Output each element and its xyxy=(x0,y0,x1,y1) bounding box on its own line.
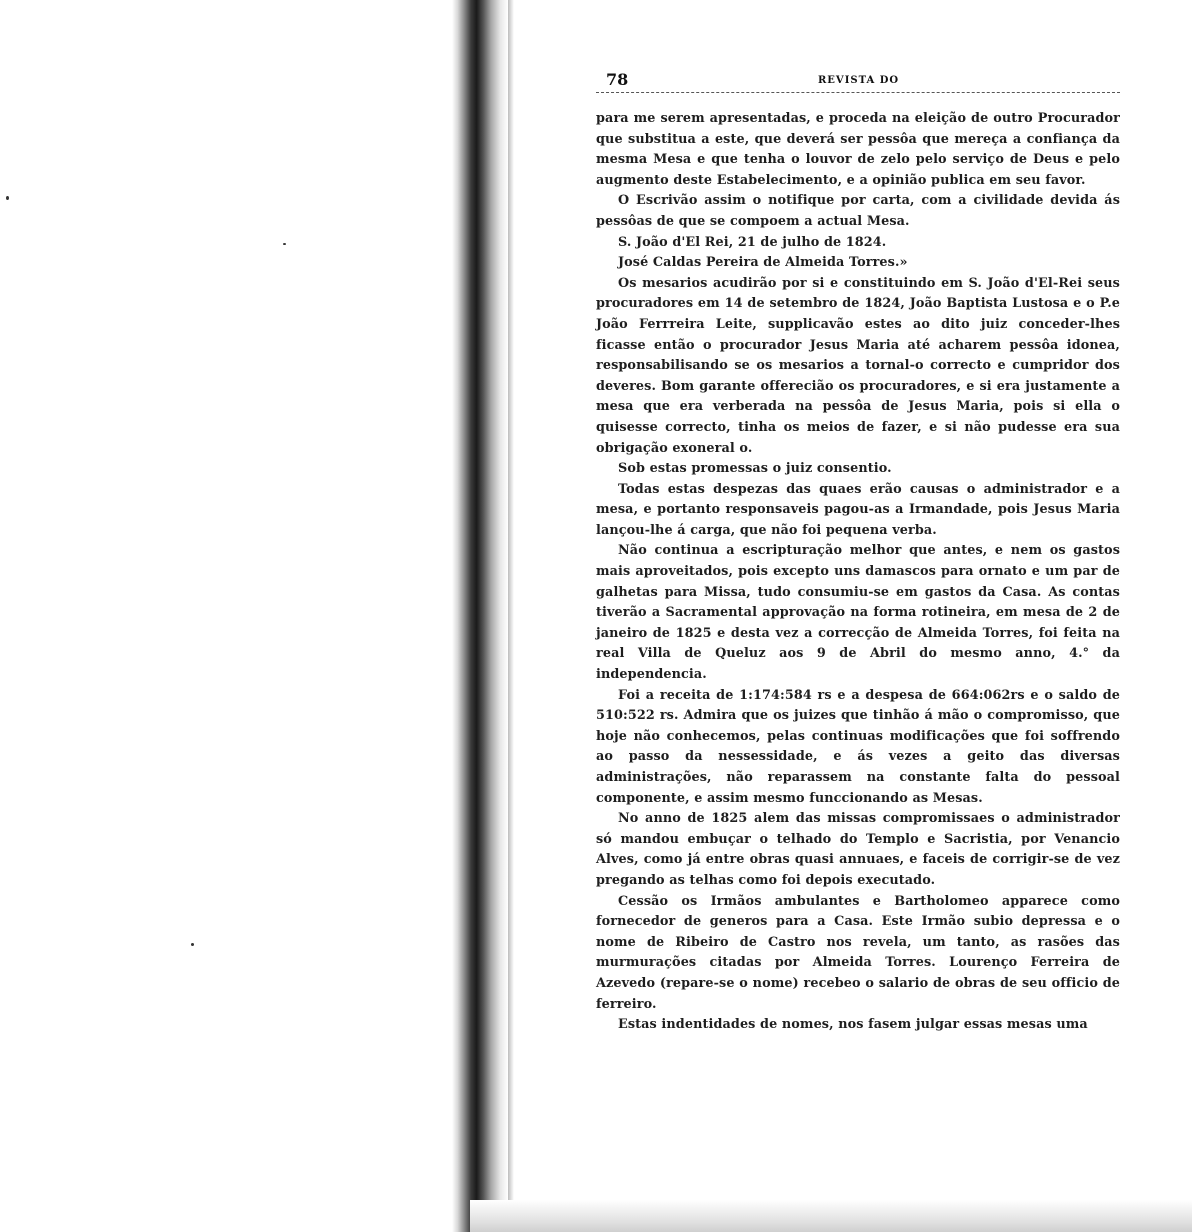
paragraph: Cessão os Irmãos ambulantes e Bartholomeo apparece como fornecedor de generos para a Casa. Este Irmão subio depressa e o nome de Ribeiro de Castro nos revela, um tanto, as rasões das murmurações citadas por Almeida Torres. Lourenço Ferreira de Azevedo (repare-se o nome) recebeo o salario de obras de seu officio de ferreiro. xyxy=(596,893,1120,1012)
paragraph: Foi a receita de 1:174:584 rs e a despesa de 664:062rs e o saldo de 510:522 rs. Admira que os juizes que tinhão á mão o compromisso, que hoje não conhecemos, pelas continuas modificações que foi soffrendo ao passo da nessessidade, e ás vezes a geito das diversas administrações, não reparassem na constante falta do pessoal componente, e assim mesmo funccionando as Mesas. xyxy=(596,687,1120,806)
paragraph: Sob estas promessas o juiz consentio. xyxy=(618,461,892,477)
book-gutter xyxy=(452,0,508,1232)
paragraph: José Caldas Pereira de Almeida Torres.» xyxy=(618,255,908,271)
page-number: 78 xyxy=(606,70,629,89)
text-page xyxy=(596,66,1120,1036)
paragraph: Os mesarios acudirão por si e constituindo em S. João d'El-Rei seus procuradores em 14 de setembro de 1824, João Baptista Lustosa e o P.e João Ferrreira Leite, supplicavão estes ao dito juiz conceder-lhes ficasse então o procurador Jesus Maria até acharem pessôa idonea, responsabilisando se os mesarios a tornal-o correcto e cumpridor dos deveres. Bom garante offerecião os procuradores, e si era justamente a mesa que era verberada na pessôa de Jesus Maria, pois si ella o quisesse correcto, tinha os meios de fazer, e si não pudesse era sua obrigação exoneral o. xyxy=(596,275,1120,456)
running-head xyxy=(596,66,1120,93)
paragraph: Estas indentidades de nomes, nos fasem julgar essas mesas uma xyxy=(618,1017,1088,1033)
paragraph: S. João d'El Rei, 21 de julho de 1824. xyxy=(618,234,887,250)
ink-speck xyxy=(191,943,194,946)
page-bottom-shadow xyxy=(470,1200,1192,1232)
blank-left-page xyxy=(0,0,452,1232)
ink-speck xyxy=(283,243,286,245)
running-title: REVISTA DO xyxy=(818,75,900,86)
paragraph: O Escrivão assim o notifique por carta, com a civilidade devida ás pessôas de que se compoem a actual Mesa. xyxy=(596,193,1120,229)
paragraph: Não continua a escripturação melhor que antes, e nem os gastos mais aproveitados, pois excepto uns damascos para ornato e um par de galhetas para Missa, tudo consumiu-se em gastos da Casa. As contas tiverão a Sacramental approvação na forma rotineira, em mesa de 2 de janeiro de 1825 e desta vez a correcção de Almeida Torres, foi feita na real Villa de Queluz aos 9 de Abril do mesmo anno, 4.° da independencia. xyxy=(596,543,1120,683)
paragraph: Todas estas despezas das quaes erão causas o administrador e a mesa, e portanto responsaveis pagou-as a Irmandade, pois Jesus Maria lançou-lhe á carga, que não foi pequena verba. xyxy=(596,481,1120,538)
paragraph: No anno de 1825 alem das missas compromissaes o administrador só mandou embuçar o telhado do Templo e Sacristia, por Venancio Alves, como já entre obras quasi annuaes, e faceis de corrigir-se de vez pregando as telhas como foi depois executado. xyxy=(596,811,1120,888)
page-edge-shadow xyxy=(508,0,514,1232)
ink-speck xyxy=(6,196,9,200)
body-text xyxy=(596,109,1120,1036)
paragraph: para me serem apresentadas, e proceda na eleição de outro Procurador que substitua a este, que deverá ser pessôa que mereça a confiança da mesma Mesa e que tenha o louvor de zelo pelo serviço de Deus e pelo augmento deste Estabelecimento, e a opinião publica em seu favor. xyxy=(596,111,1120,188)
